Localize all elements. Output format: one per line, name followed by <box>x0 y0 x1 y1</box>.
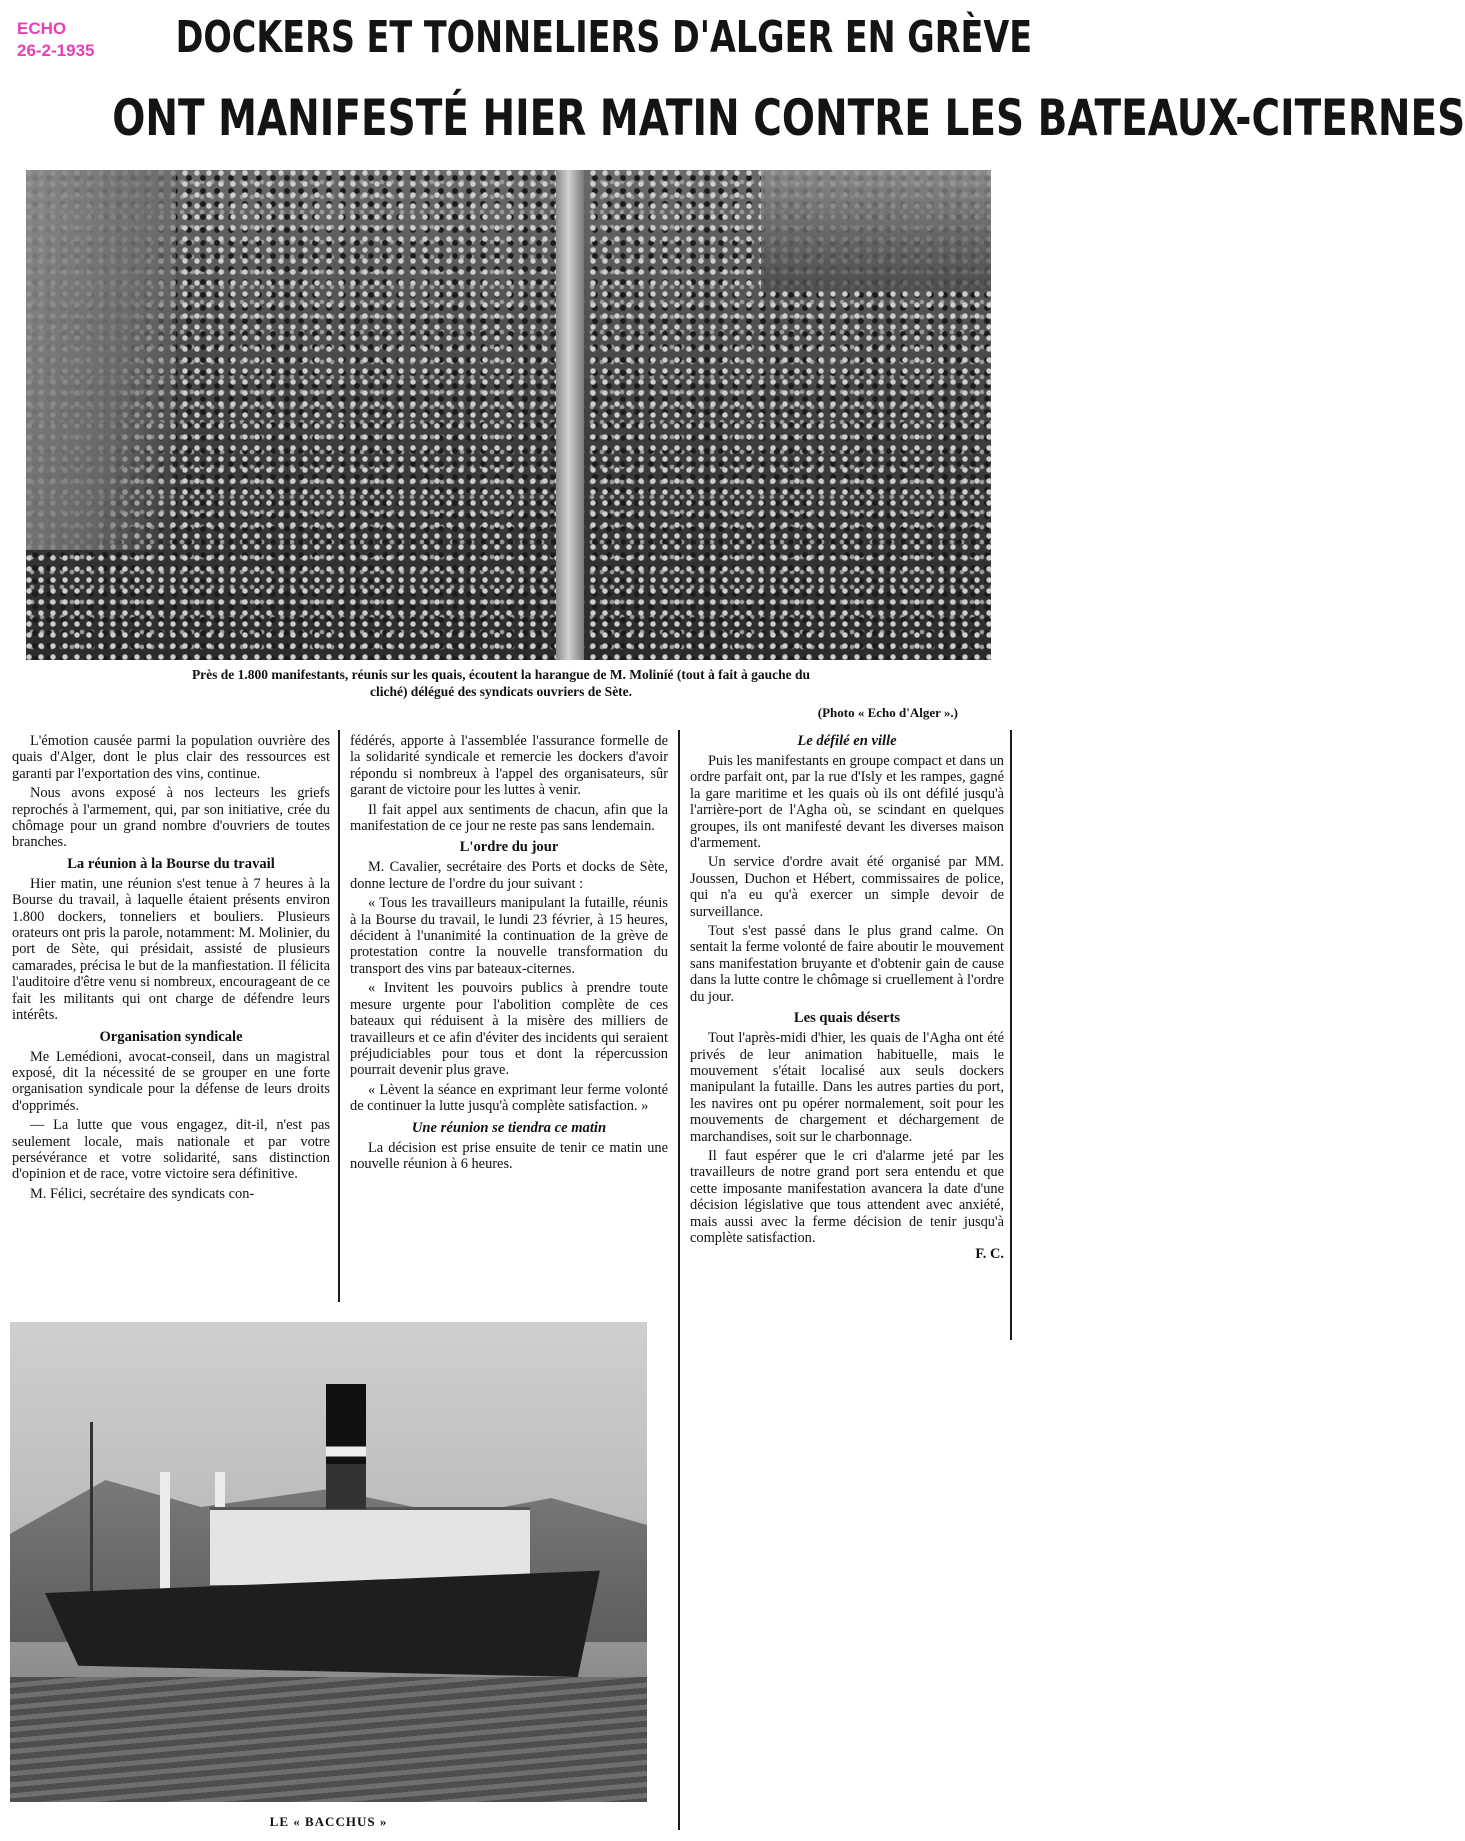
paragraph: M. Félici, secrétaire des syndicats con- <box>30 1185 255 1202</box>
paragraph: Me Lemédioni, avocat-conseil, dans un magistral exposé, dit la nécessité de se grouper en une forte organisation syndicale pour la défense de leurs droits d'opprimés. <box>12 1048 330 1114</box>
ship-funnel <box>326 1384 366 1509</box>
paragraph: fédérés, apporte à l'assemblée l'assurance formelle de la solidarité syndicale et remercie les dockers d'avoir répondu si nombreux à l'appel des organisateurs, sûr garant de victoire pour les luttes à venir. <box>350 733 668 799</box>
photo-credit: (Photo « Echo d'Alger ».) <box>817 705 958 720</box>
column-rule-2 <box>678 730 680 1830</box>
subheading: La réunion à la Bourse du travail <box>67 855 275 872</box>
article-column-2 <box>350 733 668 1172</box>
paragraph: Puis les manifestants en groupe compact et dans un ordre parfait ont, par la rue d'Isly et les rampes, gagné la gare maritime et les quais où ils ont défilé jusqu'à l'arrière-port de l'Agha où, se scindant en quelques groupes, ils ont manifesté devant les diverses maison d'armement. <box>690 753 1004 852</box>
paragraph: « Lèvent la séance en exprimant leur ferme volonté de continuer la lutte jusqu'à complète satisfaction. » <box>350 1081 668 1115</box>
ship-mast <box>90 1422 93 1597</box>
headline-line-2: ONT MANIFESTÉ HIER MATIN CONTRE LES BATEAUX-CITERNES <box>112 89 1465 147</box>
ship-superstructure <box>210 1507 530 1585</box>
paragraph: Hier matin, une réunion s'est tenue à 7 heures à la Bourse du travail, à laquelle étaient présents environ 1.800 dockers, tonneliers et bouliers. Plusieurs orateurs ont pris la parole, notamment: M. Molinier, du port de Sète, qui présidait, assisté de plusieurs camarades, précisa le but de la manfiestation. Il félicita l'auditoire d'être venu si nombreux, encourageant de ce fait les militants qui ont charge de défendre leurs intérêts. <box>12 875 330 1024</box>
paragraph: Tout l'après-midi d'hier, les quais de l'Agha ont été privés de leur animation habituelle, mais le mouvement s'était localisé aux seuls dockers manipulant la futaille. Dans les autres parties du port, les navires ont pu opérer normalement, soit pour les mouvements de chargement et déchargement de marchandises, soit sur le charbonnage. <box>690 1030 1004 1145</box>
quay-area <box>26 170 176 550</box>
paragraph: Il faut espérer que le cri d'alarme jeté par les travailleurs de notre grand port sera entendu et que cette imposante manifestation avancera la date d'une décision législative que tous attendent avec anxiété, mais aussi avec la ferme décision de tenir jusqu'à complète satisfaction. <box>690 1147 1004 1246</box>
headline-line-1: DOCKERS ET TONNELIERS D'ALGER EN GRÈVE <box>175 12 1033 63</box>
paragraph: M. Cavalier, secrétaire des Ports et docks de Sète, donne lecture de l'ordre du jour suivant : <box>350 859 668 892</box>
subheading: L'ordre du jour <box>459 839 559 856</box>
subheading: Organisation syndicale <box>99 1028 243 1045</box>
article-signature: F. C. <box>975 1246 1004 1263</box>
parked-cars <box>761 170 991 290</box>
paragraph: Tout s'est passé dans le plus grand calme. On sentait la ferme volonté de faire aboutir le mouvement sans manifestation bruyante et d'obtenir gain de cause dans la lutte contre le chômage si cruellement à l'ordre du jour. <box>690 923 1004 1005</box>
paragraph: La décision est prise ensuite de tenir ce matin une nouvelle réunion à 6 heures. <box>350 1139 668 1172</box>
paragraph: — La lutte que vous engagez, dit-il, n'est pas seulement locale, mais nationale et par votre persévérance et votre solidarité, sans distinction d'opinion et de race, votre victoire sera définitive. <box>12 1117 330 1183</box>
photo-caption-line-2: cliché) délégué des syndicats ouvriers de Sète. <box>369 684 633 699</box>
stamp-paper: ECHO <box>17 19 67 38</box>
lamp-pole <box>556 170 584 660</box>
subheading: Les quais déserts <box>793 1010 901 1027</box>
paragraph: « Tous les travailleurs manipulant la futaille, réunis à la Bourse du travail, le lundi 23 février, à 15 heures, décident à l'unanimité la continuation de la grève de protestation contre la nouvelle transformation du transport des vins par bateaux-citernes. <box>350 895 668 977</box>
subheading: Le défilé en ville <box>797 733 897 749</box>
article-column-3 <box>690 733 1004 1263</box>
paragraph: Nous avons exposé à nos lecteurs les griefs reprochés à l'armement, qui, par son initiative, crée du chômage pour un grand nombre d'ouvriers de toutes branches. <box>12 785 330 851</box>
crowd-photo <box>26 170 991 660</box>
ship-photo <box>10 1322 647 1802</box>
harbor-water <box>10 1677 647 1802</box>
source-stamp <box>17 18 95 62</box>
paragraph: Un service d'ordre avait été organisé par MM. Joussen, Duchon et Hébert, commissaires de police, qui n'a eu qu'à exercer un simple devoir de surveillance. <box>690 854 1004 920</box>
photo-caption-line-1: Près de 1.800 manifestants, réunis sur les quais, écoutent la harangue de M. Moliníé (tout à fait à gauche du <box>191 667 811 682</box>
paragraph: « Invitent les pouvoirs publics à prendre toute mesure urgente pour l'abolition complète de ces bateaux qui réduisent à la misère des milliers de travailleurs et ce afin d'éviter des incidents qui seraient préjudiciables pour tous et dont la répercussion pourrait devenir plus grave. <box>350 980 668 1079</box>
stamp-date: 26-2-1935 <box>17 41 95 60</box>
ship-caption: LE « BACCHUS » <box>269 1814 388 1829</box>
ship-mast <box>160 1472 170 1592</box>
paragraph: L'émotion causée parmi la population ouvrière des quais d'Alger, dont le plus clair des ressources est garanti par l'exportation des vins, continue. <box>12 733 330 782</box>
column-rule-3 <box>1010 730 1012 1340</box>
paragraph: Il fait appel aux sentiments de chacun, afin que la manifestation de ce jour ne reste pas sans lendemain. <box>350 801 668 835</box>
subheading: Une réunion se tiendra ce matin <box>411 1119 607 1136</box>
article-column-1 <box>12 733 330 1202</box>
column-rule-1 <box>338 730 340 1302</box>
